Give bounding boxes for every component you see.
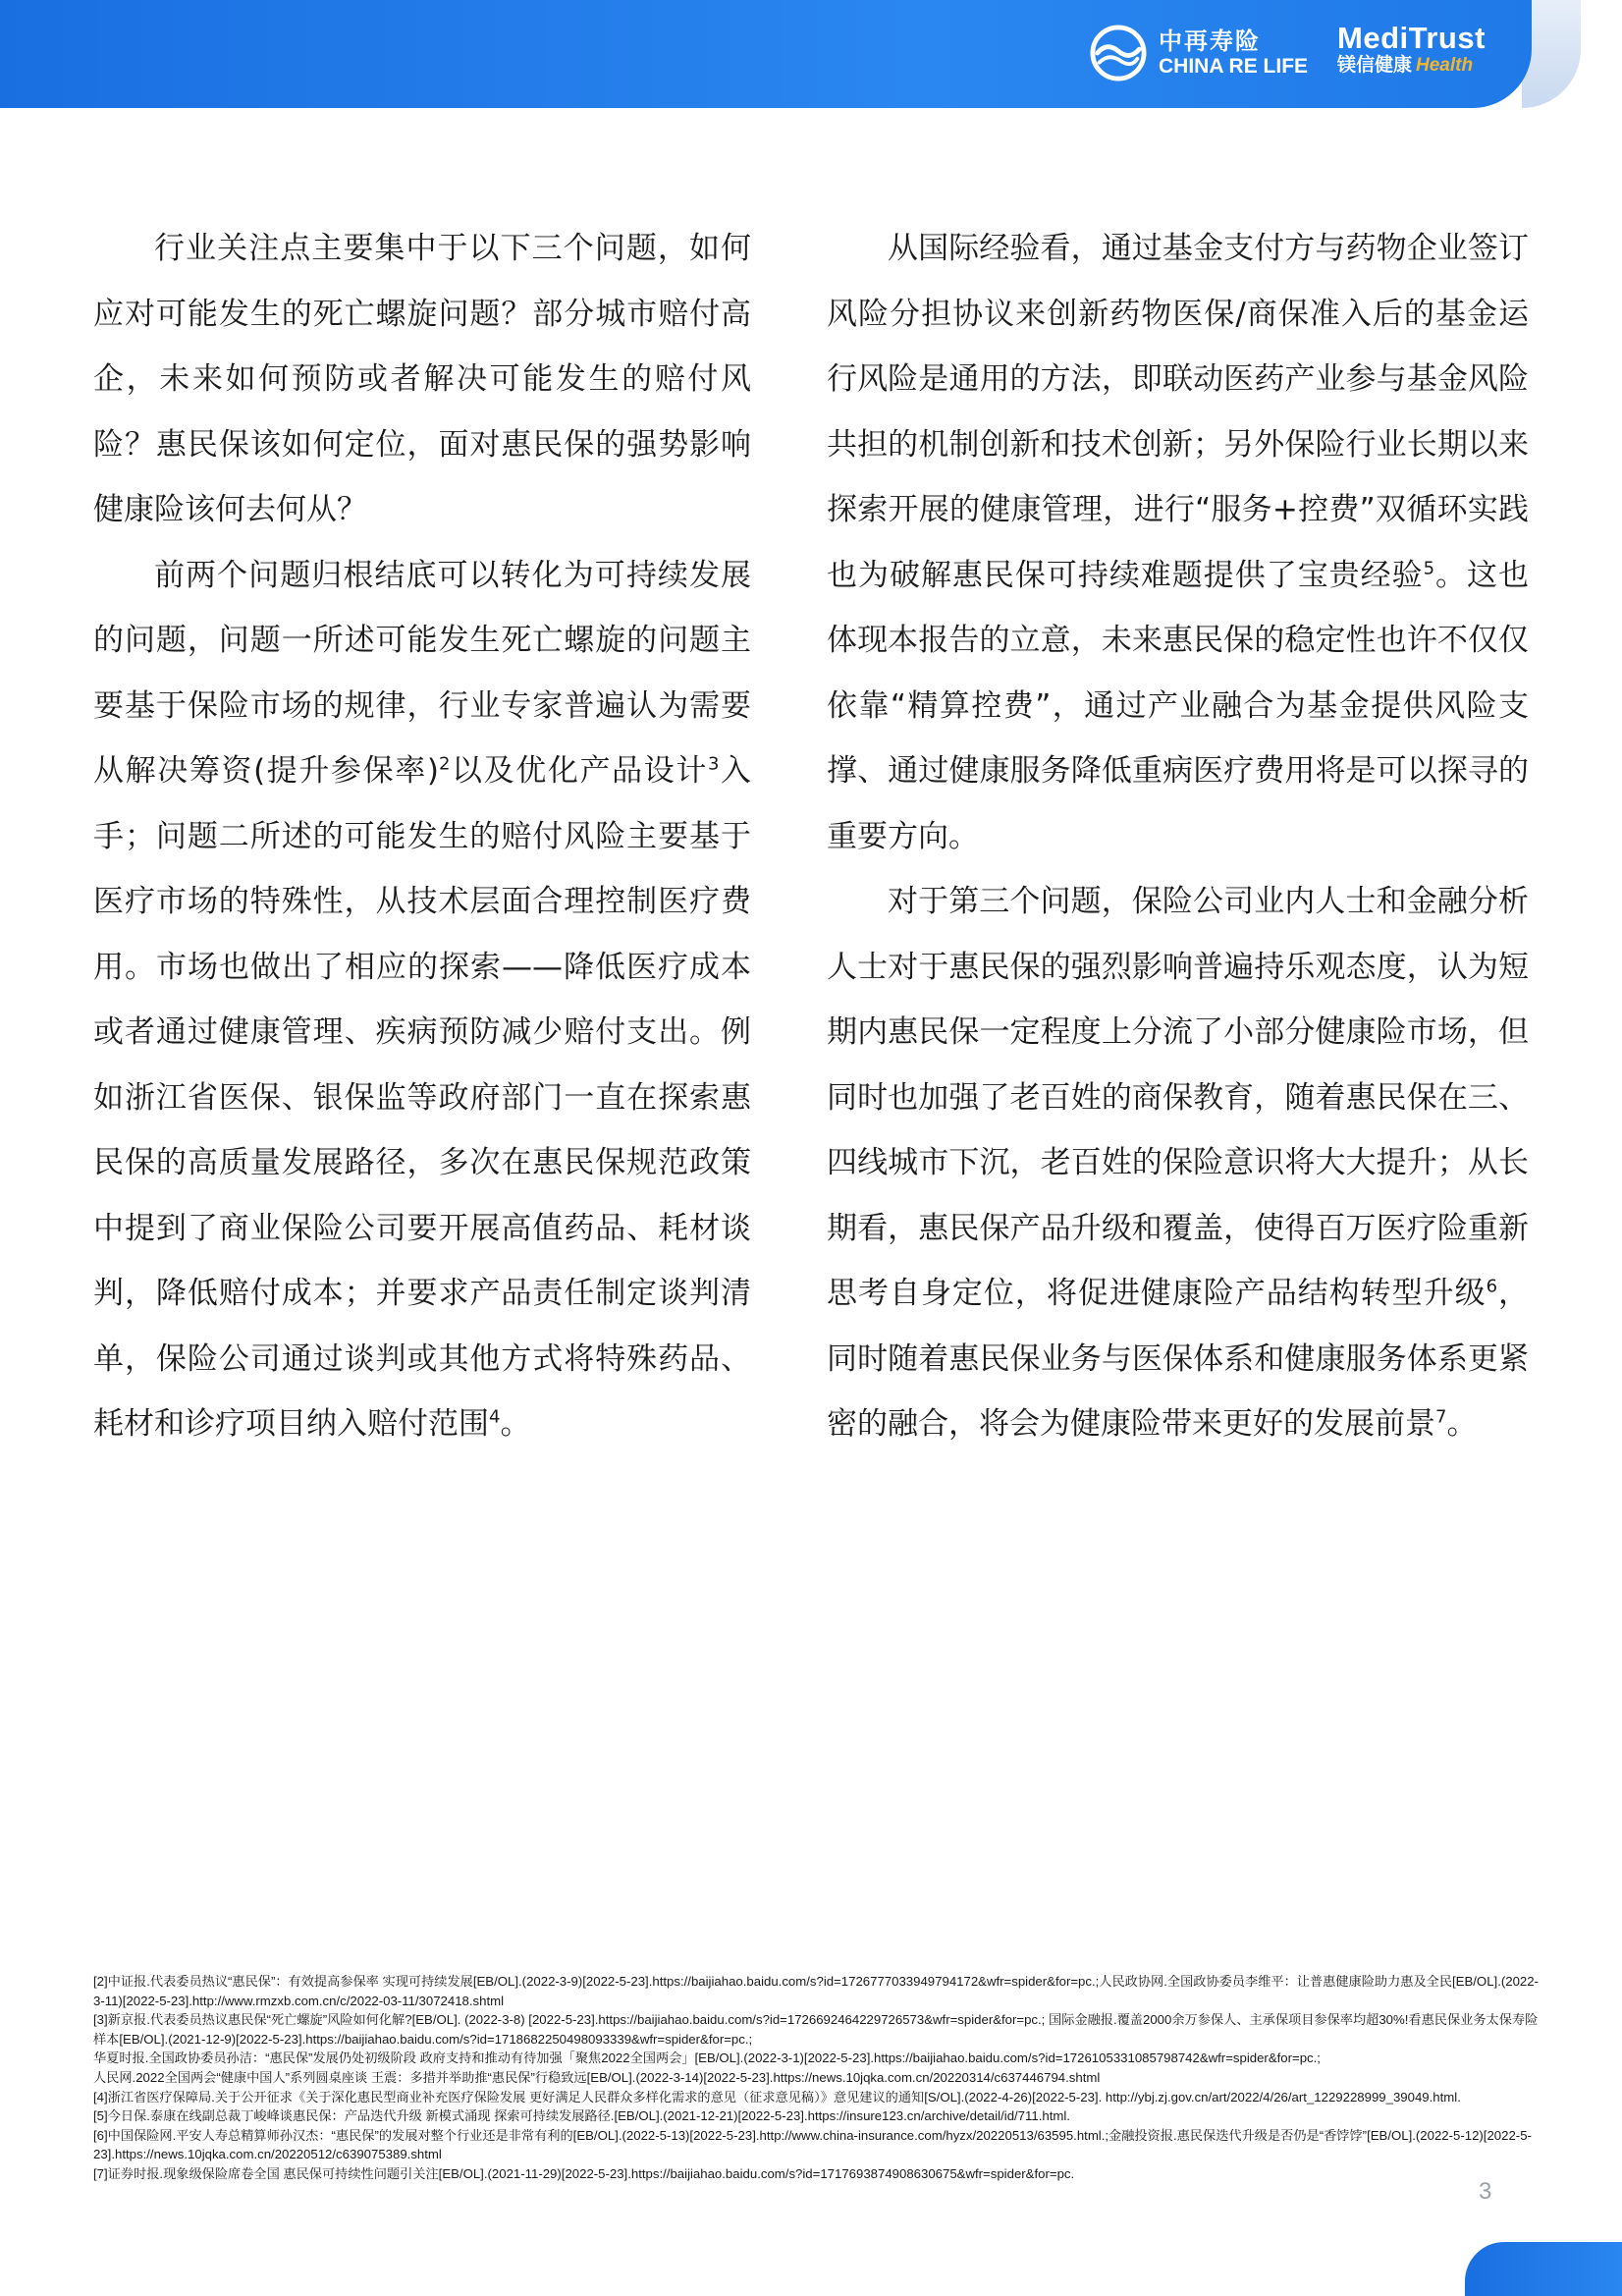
- left-column: [93, 216, 751, 1457]
- china-re-wave-icon: [1090, 25, 1147, 82]
- footnote-ref: 7: [1435, 1406, 1447, 1428]
- footnote-ref: 3: [707, 753, 720, 775]
- meditrust-en-label: MediTrust: [1337, 21, 1486, 55]
- footnote-ref: 4: [489, 1406, 501, 1428]
- footnote-item: [5]今日保.泰康在线副总裁丁峻峰谈惠民保：产品迭代升级 新模式涌现 探索可持续发展路径.[EB/OL].(2021-12-21)[2022-5-23].https://insure123.cn/archive/detail/id/711.html.: [93, 2108, 1070, 2124]
- footnote-ref: 6: [1486, 1276, 1498, 1297]
- footnotes: [93, 1972, 1546, 2184]
- left-p2-text-b: 以及优化产品设计: [450, 753, 708, 789]
- left-p2-text-a: 前两个问题归根结底可以转化为可持续发展的问题，问题一所述可能发生死亡螺旋的问题主要基于保险市场的规律，行业专家普遍认为需要从解决筹资(提升参保率): [93, 557, 751, 789]
- footer-corner-accent: [1465, 2242, 1622, 2296]
- right-p2-text-a: 对于第三个问题，保险公司业内人士和金融分析人士对于惠民保的强烈影响普遍持乐观态度，认为短期内惠民保一定程度上分流了小部分健康险市场，但同时也加强了老百姓的商保教育，随着惠民保在三、四线城市下沉，老百姓的保险意识将大大提升；从长期看，惠民保产品升级和覆盖，使得百万医疗险重新思考自身定位，将促进健康险产品结构转型升级: [827, 884, 1529, 1311]
- footnote-item: [2]中证报.代表委员热议“惠民保”：有效提高参保率 实现可持续发展[EB/OL].(2022-3-9)[2022-5-23].https://baijiahao.baidu.com/s?id=1726777033949794172&wfr=spider&for=pc.;人民政协网.全国政协委员李维平：让普惠健康险助力惠及全民[EB/OL].(2022-3-11)[2022-5-23].http://www.rmzxb.com.cn/c/2022-03-11/3072418.shtml: [93, 1974, 1539, 2008]
- page-header: [0, 0, 1532, 108]
- footnote-item: [3]新京报.代表委员热议惠民保“死亡螺旋”风险如何化解?[EB/OL]. (2022-3-8) [2022-5-23].https://baijiahao.baidu.com/s?id=1726692464229726573&wfr=spider&for=pc.; 国际金融报.覆盖2000余万参保人、主承保项目参保率均超30%!看惠民保业务太保寿险样本[EB/OL].(2021-12-9)[2022-5-23].https://baijiahao.baidu.com/s?id=1718682250498093339&wfr=spider&for=pc.;: [93, 2012, 1539, 2047]
- page-number: 3: [1479, 2178, 1492, 2205]
- left-p1-text: 行业关注点主要集中于以下三个问题，如何应对可能发生的死亡螺旋问题？部分城市赔付高企，未来如何预防或者解决可能发生的赔付风险？惠民保该如何定位，面对惠民保的强势影响健康险该何去何从？: [93, 231, 751, 527]
- footnote-ref: 2: [438, 753, 451, 775]
- footnote-item: [4]浙江省医疗保障局.关于公开征求《关于深化惠民型商业补充医疗保险发展 更好满足人民群众多样化需求的意见（征求意见稿）》意见建议的通知[S/OL].(2022-4-26)[2022-5-23]. http://ybj.zj.gov.cn/art/2022/4/26/art_1229228999_39049.html.: [93, 2089, 1461, 2105]
- footnote-item: [6]中国保险网.平安人寿总精算师孙汉杰：“惠民保”的发展对整个行业还是非常有利的[EB/OL].(2022-5-13)[2022-5-23].http://www.china-insurance.com/hyzx/20220513/63595.html.;金融投资报.惠民保迭代升级是否仍是“香饽饽”[EB/OL].(2022-5-12)[2022-5-23].https://news.10jqka.com.cn/20220512/c639075389.shtml: [93, 2127, 1532, 2162]
- right-p2-text-c: 。: [1446, 1406, 1478, 1442]
- meditrust-logo: [1337, 22, 1486, 77]
- footnote-item: 华夏时报.全国政协委员孙洁：“惠民保”发展仍处初级阶段 政府支持和推动有待加强「聚焦2022全国两会」[EB/OL].(2022-3-1)[2022-5-23].https://baijiahao.baidu.com/s?id=1726105331085798742&wfr=spider&for=pc.;: [93, 2050, 1321, 2066]
- right-p1-text-b: 。这也体现本报告的立意，未来惠民保的稳定性也许不仅仅依靠“精算控费”，通过产业融合为基金提供风险支撑、通过健康服务降低重病医疗费用将是可以探寻的重要方向。: [827, 557, 1530, 854]
- meditrust-health-label: Health: [1416, 55, 1474, 77]
- left-p2-text-d: 。: [500, 1406, 531, 1442]
- china-re-life-logo: [1090, 22, 1308, 84]
- right-column: [827, 216, 1529, 1457]
- china-re-cn-label: 中再寿险: [1159, 27, 1261, 56]
- paragraph: [93, 216, 751, 543]
- china-re-en-label: CHINA RE LIFE: [1159, 54, 1309, 78]
- left-p2-text-c: 入手；问题二所述的可能发生的赔付风险主要基于医疗市场的特殊性，从技术层面合理控制医疗费用。市场也做出了相应的探索——降低医疗成本或者通过健康管理、疾病预防减少赔付支出。例如浙江省医保、银保监等政府部门一直在探索惠民保的高质量发展路径，多次在惠民保规范政策中提到了商业保险公司要开展高值药品、耗材谈判，降低赔付成本；并要求产品责任制定谈判清单，保险公司通过谈判或其他方式将特殊药品、耗材和诊疗项目纳入赔付范围: [93, 753, 752, 1442]
- footnote-item: [7]证券时报.现象级保险席卷全国 惠民保可持续性问题引关注[EB/OL].(2021-11-29)[2022-5-23].https://baijiahao.baidu.com/s?id=1717693874908630675&wfr=spider&for=pc.: [93, 2165, 1075, 2181]
- right-p1-text-a: 从国际经验看，通过基金支付方与药物企业签订风险分担协议来创新药物医保/商保准入后的基金运行风险是通用的方法，即联动医药产业参与基金风险共担的机制创新和技术创新；另外保险行业长期以来探索开展的健康管理，进行“服务+控费”双循环实践也为破解惠民保可持续难题提供了宝贵经验: [827, 231, 1529, 593]
- footnote-ref: 5: [1423, 558, 1435, 579]
- footnote-item: 人民网.2022全国两会“健康中国人”系列圆桌座谈 王震：多措并举助推“惠民保”行稳致远[EB/OL].(2022-3-14)[2022-5-23].https://news.10jqka.com.cn/20220314/c637446794.shtml: [93, 2069, 1101, 2085]
- right-p2-text-b: ，同时随着惠民保业务与医保体系和健康服务体系更紧密的融合，将会为健康险带来更好的发展前景: [827, 1276, 1530, 1442]
- paragraph: [827, 869, 1529, 1457]
- paragraph: [93, 543, 751, 1457]
- paragraph: [827, 216, 1529, 869]
- meditrust-cn-label: 镁信健康: [1337, 54, 1413, 77]
